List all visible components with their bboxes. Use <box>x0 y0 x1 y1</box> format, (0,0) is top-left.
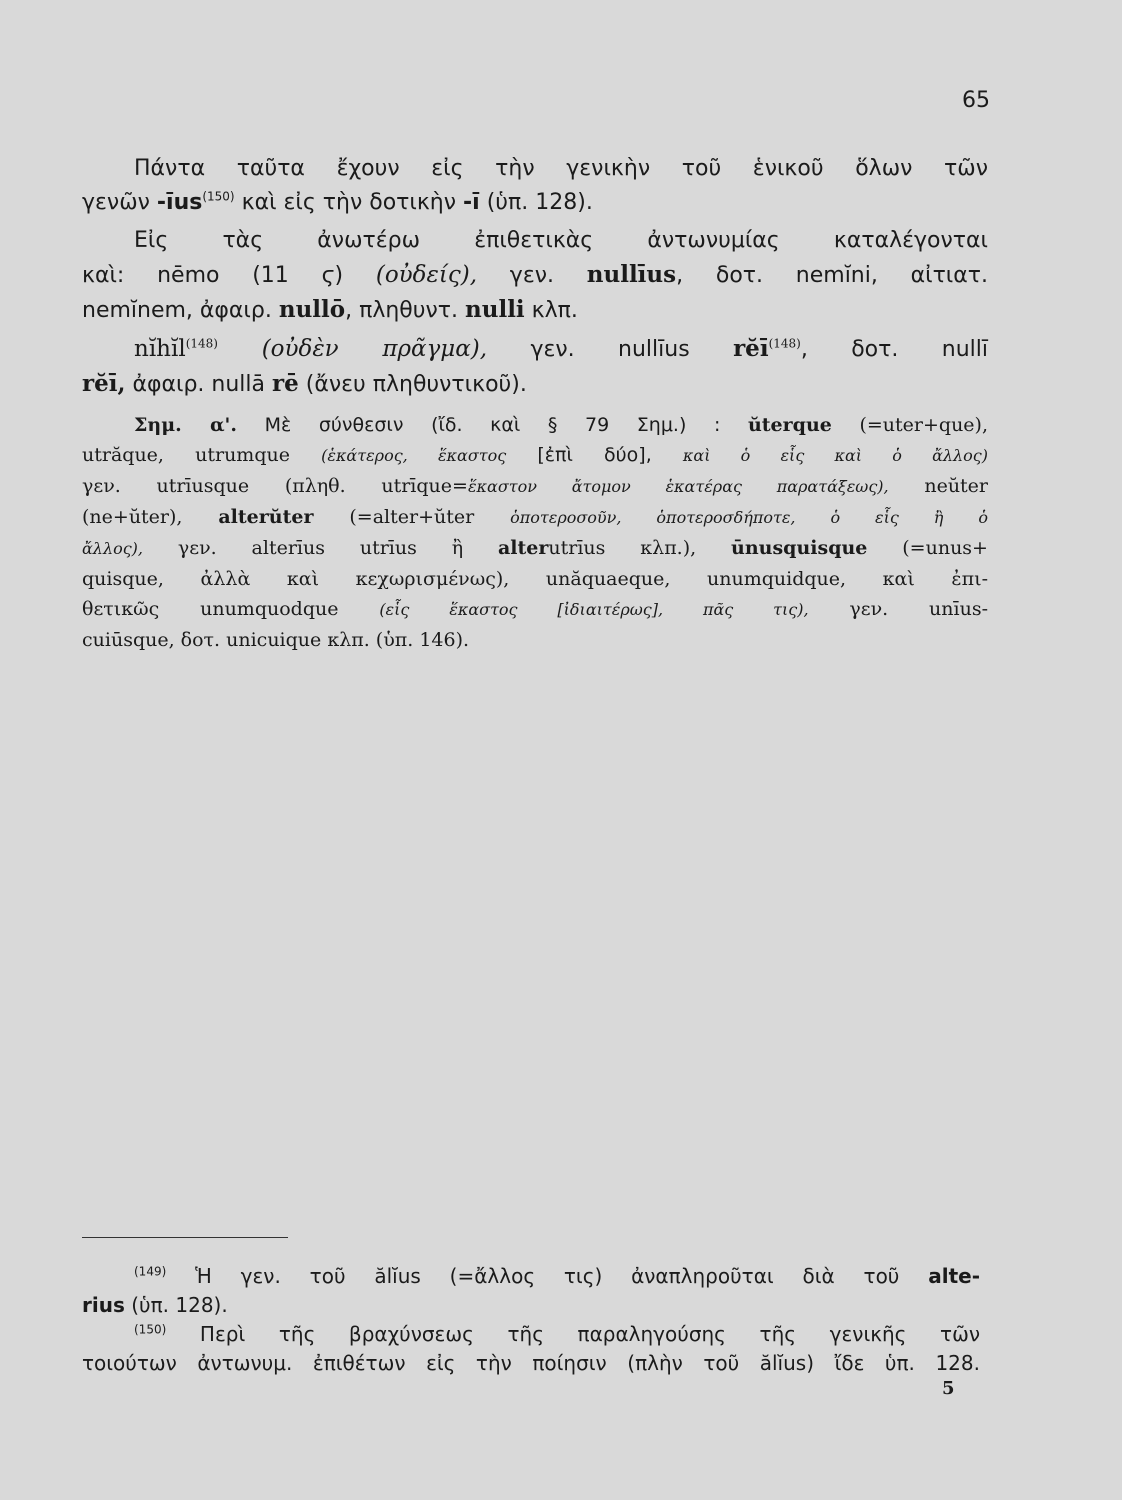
text-run: κλπ. <box>524 298 578 323</box>
note-label: Σημ. α'. <box>134 414 237 436</box>
text-line: Εἰς τὰς ἀνωτέρω ἐπιθετικὰς ἀντωνυμίας καταλέγονται <box>134 228 988 253</box>
greek-gloss: ὁποτεροσοῦν, ὁποτεροσδήποτε, ὁ εἷς ἢ ὁ <box>510 508 988 527</box>
text-run: utrīus κλπ.), <box>548 537 732 559</box>
footnote-ref: (150) <box>202 189 235 204</box>
greek-gloss: ἄλλος), <box>82 539 144 558</box>
text-line <box>82 594 988 625</box>
note-alpha <box>82 410 988 655</box>
latin-form: ŭterque <box>747 414 832 436</box>
text-run: (ὑπ. 128). <box>124 1293 228 1317</box>
footnote-ref: (148) <box>768 336 801 351</box>
latin-form: nullīus <box>586 261 677 288</box>
latin-form: rĕī <box>733 335 769 362</box>
footnote-divider <box>82 1237 288 1238</box>
latin-ending: -ī <box>463 190 480 215</box>
text-run: (ὑπ. 128). <box>479 190 593 215</box>
footnote-number: (149) <box>134 1264 167 1279</box>
text-line <box>82 258 988 293</box>
text-run: γεν. nullīus <box>487 337 734 362</box>
latin-form: rius <box>82 1293 125 1317</box>
greek-gloss: (οὐδὲν πρᾶγμα), <box>217 336 488 362</box>
paragraph-genitive <box>82 152 988 220</box>
text-line <box>82 440 988 471</box>
text-line <box>82 332 988 367</box>
greek-gloss: ἕκαστον ἄτομον ἑκατέρας παρατάξεως), <box>467 477 889 496</box>
text-line: cuiūsque, δοτ. unicuique κλπ. (ὑπ. 146). <box>82 629 470 651</box>
text-run: καὶ: nēmo (11 ϛ) <box>82 263 376 288</box>
text-line <box>82 533 988 564</box>
text-run: neŭter <box>888 475 989 497</box>
latin-form: ūnusquisque <box>731 537 868 559</box>
text-run: (=unus+ <box>867 537 988 559</box>
text-line <box>82 471 988 502</box>
page-number: 65 <box>962 88 990 113</box>
text-run: γεν. utrīusque (πληθ. utrīque= <box>82 475 468 497</box>
text-run: Περὶ τῆς βραχύνσεως τῆς παραληγούσης τῆς γενικῆς τῶν <box>166 1322 980 1346</box>
latin-form: alter <box>497 537 549 559</box>
text-run: γεν. alterīus utrīus ἢ <box>143 537 498 559</box>
latin-form: nulli <box>465 296 525 323</box>
signature-mark: 5 <box>942 1378 955 1399</box>
text-line <box>82 186 988 220</box>
text-run: (ἄνευ πληθυντικοῦ). <box>298 372 527 397</box>
text-line <box>82 367 988 402</box>
text-run: , δοτ. nemĭni, αἰτιατ. <box>676 263 988 288</box>
latin-form: nĭhĭl <box>134 336 186 362</box>
latin-form: rĕī, <box>82 370 126 397</box>
greek-gloss: (εἷς ἕκαστος [ἰδιαιτέρως], πᾶς τις), <box>379 600 809 619</box>
footnote-line: τοιούτων ἀντωνυμ. ἐπιθέτων εἰς τὴν ποίησιν (πλὴν τοῦ ălĭus) ἴδε ὑπ. 128. <box>82 1351 980 1375</box>
text-run: , δοτ. nullī <box>800 337 988 362</box>
footnotes <box>82 1262 980 1378</box>
text-line: Πάντα ταῦτα ἔχουν εἰς τὴν γενικὴν τοῦ ἑνικοῦ ὅλων τῶν <box>134 156 988 181</box>
footnote-line <box>82 1291 980 1320</box>
paragraph-nemo <box>82 224 988 328</box>
text-run: ἀφαιρ. nullā <box>125 372 272 397</box>
text-run: (ne+ŭter), <box>82 506 219 528</box>
paragraph-nihil <box>82 332 988 402</box>
text-run: Μὲ σύνθεσιν (ἴδ. καὶ § 79 Σημ.) : <box>237 414 748 436</box>
text-run: nemĭnem, ἀφαιρ. <box>82 298 279 323</box>
footnote-line <box>82 1262 980 1291</box>
greek-gloss: καὶ ὁ εἷς καὶ ὁ ἄλλος) <box>682 446 988 465</box>
latin-form: nullō <box>278 296 346 323</box>
text-line: quisque, ἀλλὰ καὶ κεχωρισμένως), unăquaeque, unumquidque, καὶ ἐπι- <box>82 568 988 590</box>
latin-form: alte- <box>928 1264 980 1288</box>
text-line <box>82 293 988 328</box>
text-run: γεν. unīus- <box>808 598 988 620</box>
text-run: (=uter+que), <box>831 414 988 436</box>
main-text <box>82 148 988 655</box>
footnote-line <box>82 1320 980 1349</box>
text-line <box>82 502 988 533</box>
text-run: [ἐπὶ δύο], <box>506 444 683 466</box>
latin-form: alterŭter <box>218 506 314 528</box>
greek-gloss: (οὐδείς), <box>375 262 478 288</box>
latin-form: rē <box>272 370 299 397</box>
greek-gloss: (ἑκάτερος, ἕκαστος <box>321 446 507 465</box>
text-line <box>82 410 988 440</box>
footnote-ref: (148) <box>185 336 218 351</box>
text-run: (=alter+ŭter <box>313 506 511 528</box>
text-run: utrăque, utrumque <box>82 444 322 466</box>
footnote-number: (150) <box>134 1322 167 1337</box>
text-run: Ἡ γεν. τοῦ ălĭus (=ἄλλος τις) ἀναπληροῦται διὰ τοῦ <box>166 1264 929 1288</box>
text-run: γενῶν <box>82 190 157 215</box>
text-run: , πληθυντ. <box>345 298 466 323</box>
text-run: θετικῶς unumquodque <box>82 598 380 620</box>
text-run: γεν. <box>477 263 587 288</box>
text-run: καὶ εἰς τὴν δοτικὴν <box>234 190 464 215</box>
latin-ending: -īus <box>156 190 203 215</box>
